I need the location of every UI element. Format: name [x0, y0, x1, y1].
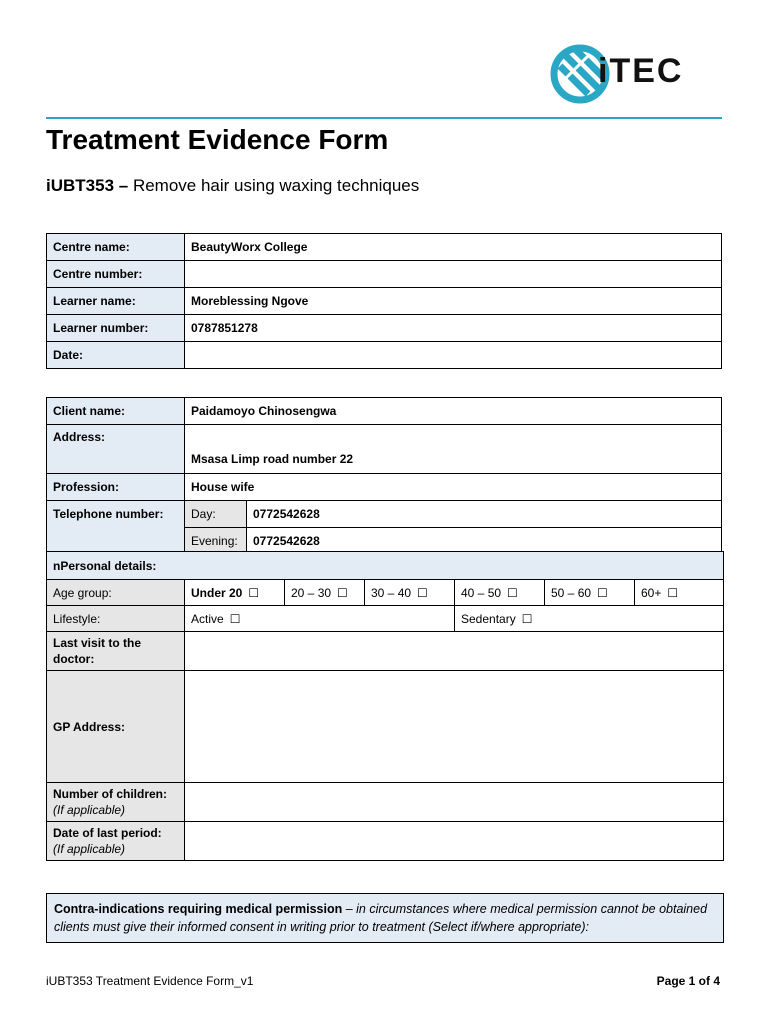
table-row: [47, 552, 724, 580]
evening-phone-field[interactable]: 0772542628: [247, 528, 722, 555]
table-row: [47, 474, 722, 501]
table-row: [47, 398, 722, 425]
children-label-cell: [47, 783, 185, 822]
age-option-20-30[interactable]: [285, 580, 365, 606]
children-field[interactable]: [185, 783, 724, 822]
age-option-30-40[interactable]: [365, 580, 455, 606]
checkbox-icon[interactable]: ☐: [337, 585, 348, 600]
client-name-label: Client name:: [47, 398, 185, 425]
age-option-label: 20 – 30: [291, 585, 332, 600]
checkbox-icon[interactable]: ☐: [248, 585, 260, 600]
centre-name-field[interactable]: BeautyWorx College: [185, 234, 722, 261]
client-name-field[interactable]: Paidamoyo Chinosengwa: [185, 398, 722, 425]
centre-number-label: Centre number:: [47, 261, 185, 288]
address-label: Address:: [47, 425, 185, 474]
checkbox-icon[interactable]: ☐: [229, 611, 241, 626]
profession-field[interactable]: House wife: [185, 474, 722, 501]
gp-address-field[interactable]: [185, 671, 724, 783]
age-option-label: 50 – 60: [551, 585, 592, 600]
lifestyle-label: Lifestyle:: [47, 606, 185, 632]
brand-name: iTEC: [598, 52, 684, 90]
footer-page-number: Page 1 of 4: [656, 974, 720, 988]
page-title: Treatment Evidence Form: [46, 124, 389, 155]
learner-name-label: Learner name:: [47, 288, 185, 315]
unit-code: iUBT353 –: [46, 176, 129, 195]
personal-details-heading: nPersonal details:: [47, 552, 724, 580]
age-group-label: Age group:: [47, 580, 185, 606]
children-note: (If applicable): [53, 803, 126, 817]
age-option-label: 60+: [641, 585, 662, 600]
table-row: [47, 261, 722, 288]
checkbox-icon[interactable]: ☐: [521, 611, 533, 626]
telephone-label: Telephone number:: [47, 501, 185, 555]
learner-number-label: Learner number:: [47, 315, 185, 342]
centre-name-label: Centre name:: [47, 234, 185, 261]
learner-number-field[interactable]: 0787851278: [185, 315, 722, 342]
checkbox-icon[interactable]: ☐: [417, 585, 428, 600]
age-option-50-60[interactable]: [545, 580, 635, 606]
page-subtitle: [46, 176, 419, 196]
table-row: [47, 671, 724, 783]
age-option-label: Under 20: [191, 585, 243, 600]
contra-dash: –: [342, 902, 357, 916]
table-row: [47, 288, 722, 315]
day-label: Day:: [185, 501, 247, 528]
checkbox-icon[interactable]: ☐: [667, 585, 679, 600]
footer-document-name: iUBT353 Treatment Evidence Form_v1: [46, 974, 254, 988]
address-field[interactable]: Msasa Limp road number 22: [185, 425, 722, 474]
lifestyle-sedentary-option[interactable]: [455, 606, 724, 632]
children-label: Number of children:: [53, 787, 168, 801]
day-phone-field[interactable]: 0772542628: [247, 501, 722, 528]
last-visit-label: Last visit to the doctor:: [47, 632, 185, 671]
unit-description: Remove hair using waxing techniques: [132, 176, 420, 195]
checkbox-icon[interactable]: ☐: [597, 585, 608, 600]
table-row: [47, 606, 724, 632]
evening-label: Evening:: [185, 528, 247, 555]
learner-details-table: [46, 233, 722, 369]
table-row: [47, 425, 722, 474]
learner-name-field[interactable]: Moreblessing Ngove: [185, 288, 722, 315]
lifestyle-option-label: Active: [191, 611, 224, 626]
table-row: [47, 342, 722, 369]
contra-heading: Contra-indications requiring medical permission: [54, 902, 343, 916]
last-visit-field[interactable]: [185, 632, 724, 671]
period-label: Date of last period:: [53, 826, 162, 840]
table-row: [47, 501, 722, 528]
client-details-table: [46, 397, 722, 555]
period-label-cell: [47, 822, 185, 861]
table-row: [47, 580, 724, 606]
table-row: [47, 822, 724, 861]
date-field[interactable]: [185, 342, 722, 369]
personal-details-table: [46, 551, 724, 861]
lifestyle-active-option[interactable]: [185, 606, 455, 632]
contra-indications-box: [46, 893, 724, 943]
age-option-label: 30 – 40: [371, 585, 412, 600]
header-divider: [46, 117, 722, 119]
table-row: [47, 632, 724, 671]
period-note: (If applicable): [53, 842, 126, 856]
period-field[interactable]: [185, 822, 724, 861]
age-option-40-50[interactable]: [455, 580, 545, 606]
table-row: [47, 783, 724, 822]
age-option-60-plus[interactable]: [635, 580, 724, 606]
centre-number-field[interactable]: [185, 261, 722, 288]
table-row: [47, 315, 722, 342]
gp-address-label: GP Address:: [47, 671, 185, 783]
date-label: Date:: [47, 342, 185, 369]
table-row: [47, 234, 722, 261]
contra-text: in circumstances where medical permission cannot be obtained clients must give their informed consent in writing prior to treatment (Select if/where appropriate):: [54, 902, 708, 934]
age-option-label: 40 – 50: [461, 585, 502, 600]
checkbox-icon[interactable]: ☐: [507, 585, 518, 600]
age-option-under-20[interactable]: [185, 580, 285, 606]
lifestyle-option-label: Sedentary: [461, 611, 516, 626]
profession-label: Profession:: [47, 474, 185, 501]
